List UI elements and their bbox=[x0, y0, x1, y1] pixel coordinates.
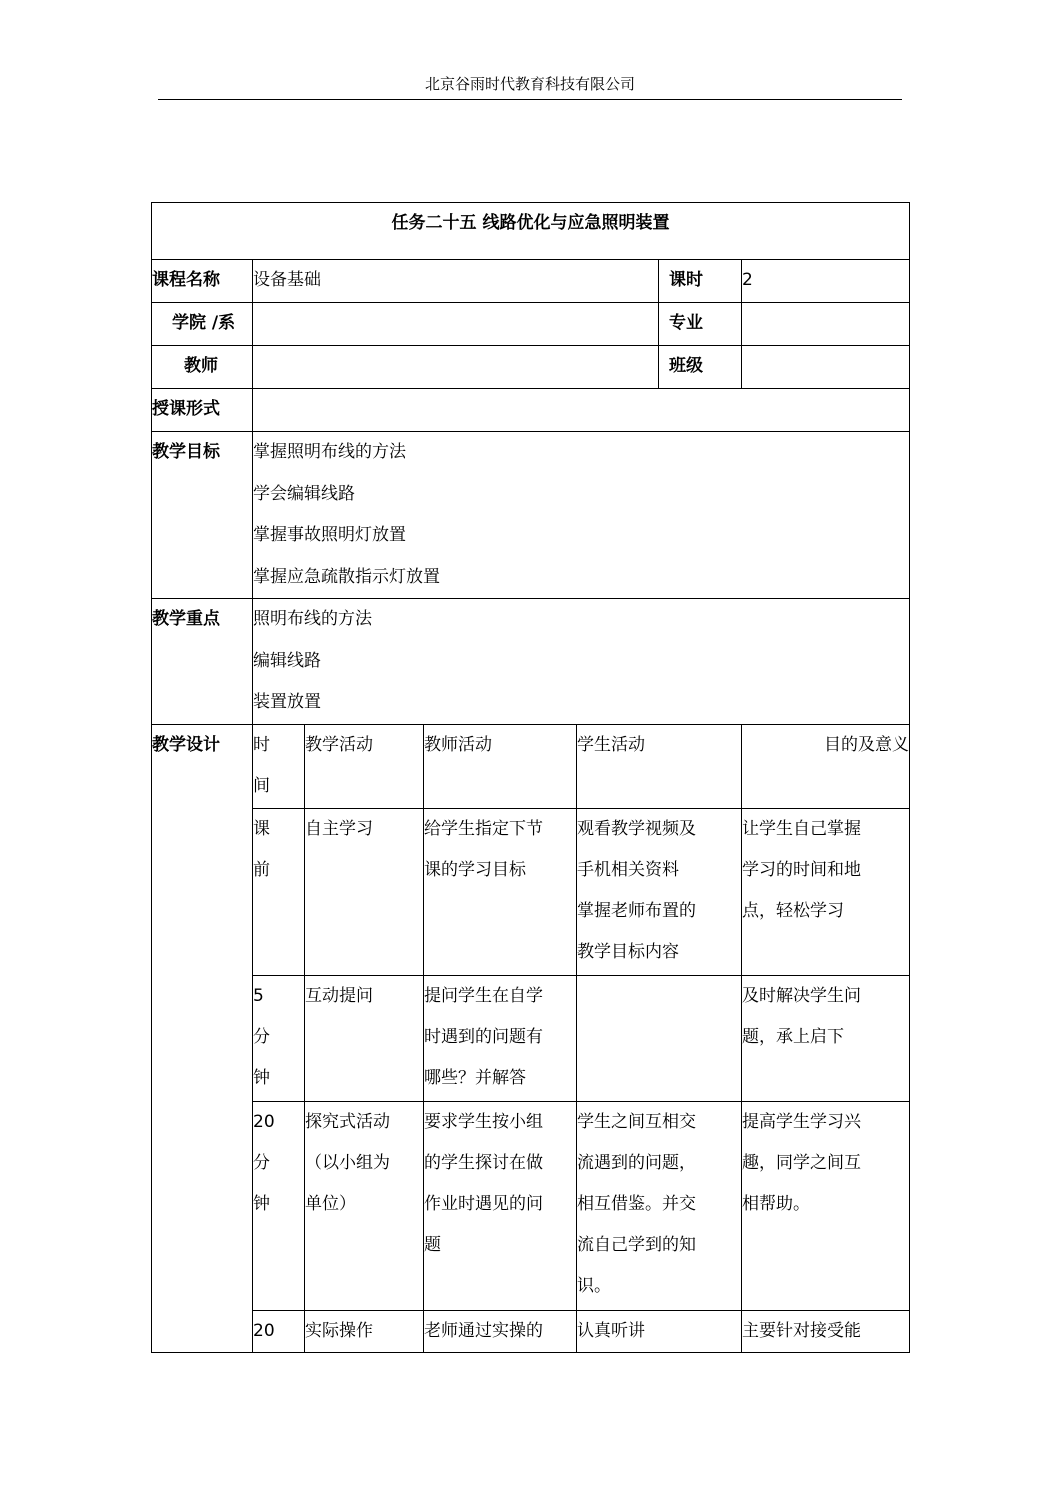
design-header-time: 时 间 bbox=[253, 724, 305, 808]
teaching-goals-list bbox=[253, 432, 910, 599]
lesson-title: 任务二十五 线路优化与应急照明装置 bbox=[152, 203, 910, 260]
teaching-mode-label: 授课形式 bbox=[152, 389, 253, 432]
design-cell-purpose: 主要针对接受能 bbox=[742, 1310, 910, 1352]
design-cell-student bbox=[577, 975, 742, 1101]
design-cell-time: 课 前 bbox=[253, 808, 305, 975]
design-cell-activity: 探究式活动 （以小组为 单位） bbox=[305, 1101, 424, 1310]
page-header-company: 北京谷雨时代教育科技有限公司 bbox=[424, 75, 635, 93]
design-cell-teacher: 老师通过实操的 bbox=[424, 1310, 577, 1352]
major-value bbox=[742, 303, 910, 346]
class-hours-label: 课时 bbox=[659, 260, 742, 303]
design-cell-time: 20 bbox=[253, 1310, 305, 1352]
major-label: 专业 bbox=[659, 303, 742, 346]
design-cell-activity: 实际操作 bbox=[305, 1310, 424, 1352]
design-cell-time: 5 分 钟 bbox=[253, 975, 305, 1101]
course-name-label: 课程名称 bbox=[152, 260, 253, 303]
teacher-label: 教师 bbox=[152, 346, 253, 389]
goal-item: 学会编辑线路 bbox=[253, 483, 355, 504]
college-label: 学院 /系 bbox=[152, 303, 253, 346]
course-name-value: 设备基础 bbox=[253, 260, 659, 303]
key-point-item: 照明布线的方法 bbox=[253, 609, 372, 629]
lesson-plan-table bbox=[151, 202, 910, 1353]
goal-item: 掌握照明布线的方法 bbox=[253, 442, 406, 462]
design-cell-activity: 互动提问 bbox=[305, 975, 424, 1101]
design-cell-teacher: 要求学生按小组 的学生探讨在做 作业时遇见的问 题 bbox=[424, 1101, 577, 1310]
design-cell-teacher: 提问学生在自学 时遇到的问题有 哪些？并解答 bbox=[424, 975, 577, 1101]
design-cell-student: 学生之间互相交 流遇到的问题， 相互借鉴。并交 流自己学到的知 识。 bbox=[577, 1101, 742, 1310]
design-cell-student: 认真听讲 bbox=[577, 1310, 742, 1352]
teacher-value bbox=[253, 346, 659, 389]
design-header-student: 学生活动 bbox=[577, 724, 742, 808]
teaching-mode-value bbox=[253, 389, 910, 432]
teaching-design-label: 教学设计 bbox=[152, 724, 253, 1352]
class-label: 班级 bbox=[659, 346, 742, 389]
design-cell-teacher: 给学生指定下节 课的学习目标 bbox=[424, 808, 577, 975]
design-cell-activity: 自主学习 bbox=[305, 808, 424, 975]
design-cell-purpose: 让学生自己掌握 学习的时间和地 点，轻松学习 bbox=[742, 808, 910, 975]
design-header-teacher: 教师活动 bbox=[424, 724, 577, 808]
class-value bbox=[742, 346, 910, 389]
key-points-list bbox=[253, 599, 910, 725]
design-cell-student: 观看教学视频及 手机相关资料 掌握老师布置的 教学目标内容 bbox=[577, 808, 742, 975]
teaching-goals-label: 教学目标 bbox=[152, 432, 253, 599]
key-point-item: 装置放置 bbox=[253, 692, 321, 712]
design-cell-time: 20 分 钟 bbox=[253, 1101, 305, 1310]
design-header-activity: 教学活动 bbox=[305, 724, 424, 808]
college-value bbox=[253, 303, 659, 346]
goal-item: 掌握事故照明灯放置 bbox=[253, 525, 406, 545]
goal-item: 掌握应急疏散指示灯放置 bbox=[253, 566, 440, 587]
key-points-label: 教学重点 bbox=[152, 599, 253, 725]
class-hours-value: 2 bbox=[742, 260, 910, 303]
key-point-item: 编辑线路 bbox=[253, 650, 321, 671]
design-header-purpose: 目的及意义 bbox=[742, 724, 910, 808]
design-cell-purpose: 提高学生学习兴 趣，同学之间互 相帮助。 bbox=[742, 1101, 910, 1310]
header-divider bbox=[158, 99, 902, 100]
design-cell-purpose: 及时解决学生问 题，承上启下 bbox=[742, 975, 910, 1101]
